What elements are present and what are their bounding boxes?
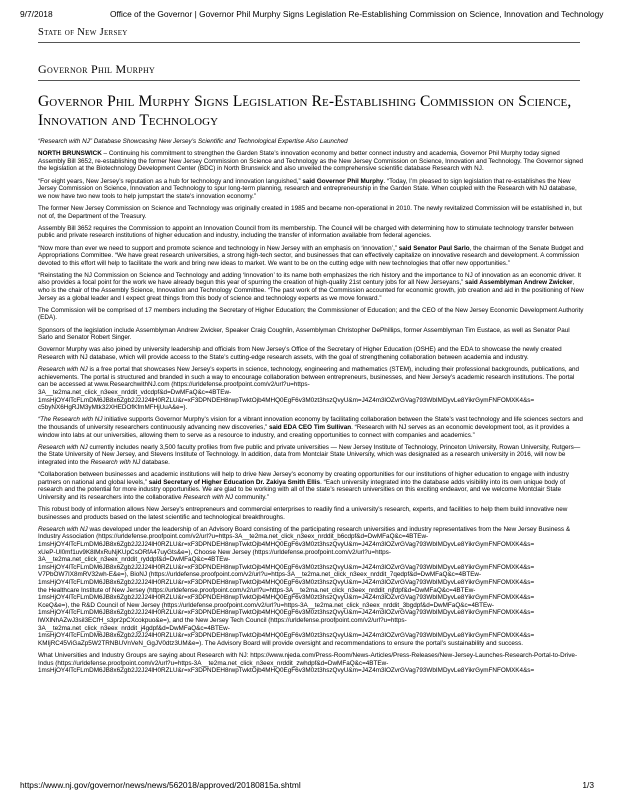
link-text[interactable]: KMIjRC45ViGaZp5W2TRNBUVnVeN_GgJV0dtz3UM&e=). The Advisory Board will provide oversight and recommendations to ensure the portal’s sustainability and success.	[38, 639, 523, 647]
link-text[interactable]: lWXlNhAZwJ3sil3ECfH_s3pr2pCXcokpuo&e=), and the New Jersey Tech Council (https://urldefense.proofpoint.com/v2/url?u=https-	[38, 616, 407, 624]
paragraph: Research with NJ was developed under the leadership of an Advisory Board consisting of the participating research universities and industry representatives from the New Jersey Business & Industry Association (https://urldefense.proofpoint.com/v2/url?u=https-3A__te2ma.net_click_n3eex_nrddit_b6cdpf&d=DwMFaQ&c=4BTEw- 1msHjOY4lTcFLmDM6JB8x6Zgb2J2J24lH0RZLU&r=xF3DPNDEH8rwpTwktOjb4MHQ0EgF6v3M0zt3hszQvyU&m=J4Z4m3lOZvrGVag793WbIMDyvLe8YikrGymFNFOMXK4&s= xUeP-Ul0mf1uv9K8lMxRuNjKUpCsORfA47uyGts&e=), Choose New Jersey (https://urldefense.proofpoint.com/v2/url?u=https- 3A__te2ma.net_click_n3eex_nrddit_ryddpf&d=DwMFaQ&c=4BTEw- 1msHjOY4lTcFLmDM6JB8x6Zgb2J2J24lH0RZLU&r=xF3DPNDEH8rwpTwktOjb4MHQ0EgF6v3M0zt3hszQvyU&m=J4Z4m3lOZvrGVag793WbIMDyvLe8YikrGymFNFOMXK4&s= V7PbOW7IX8mRV32wh-E&e=), BioNJ (https://urldefense.proofpoint.com/v2/url?u=https-3A__te2ma.net_click_n3eex_nrddit_7qedpf&d=DwMFaQ&c=4BTEw- 1msHjOY4lTcFLmDM6JB8x6Zgb2J2J24lH0RZLU&r=xF3DPNDEH8rwpTwktOjb4MHQ0EgF6v3M0zt3hszQvyU&m=J4Z4m3lOZvrGVag793WbIMDyvLe8YikrGymFNFOMXK4&s= the Healthcare Institute of New Jersey (https://urldefense.proofpoint.com/v2/url?u=https-3A__te2ma.net_click_n3eex_nrddit_njfdpf&d=DwMFaQ&c=4BTEw- 1msHjOY4lTcFLmDM6JB8x6Zgb2J2J24lH0RZLU&r=xF3DPNDEH8rwpTwktOjb4MHQ0EgF6v3M0zt3hszQvyU&m=J4Z4m3lOZvrGVag793WbIMDyvLe8YikrGymFNFOMXK4&s= KceQ&e=), the R&D Council of New Jersey (https://urldefense.proofpoint.com/v2/url?u=https-3A__te2ma.net_click_n3eex_nrddit_3bgdpf&d=DwMFaQ&c=4BTEw- 1msHjOY4lTcFLmDM6JB8x6Zgb2J2J24lH0RZLU&r=xF3DPNDEH8rwpTwktOjb4MHQ0EgF6v3M0zt3hszQvyU&m=J4Z4m3lOZvrGVag793WbIMDyvLe8YikrGymFNFOMXK4&s= lWXlNhAZwJ3sil3ECfH_s3pr2pCXcokpuo&e=), and the New Jersey Tech Council (https://urldefense.proofpoint.com/v2/url?u=https- 3A__te2ma.net_click_n3eex_nrddit_j4gdpf&d=DwMFaQ&c=4BTEw- 1msHjOY4lTcFLmDM6JB8x6Zgb2J2J24lH0RZLU&r=xF3DPNDEH8rwpTwktOjb4MHQ0EgF6v3M0zt3hszQvyU&m=J4Z4m3lOZvrGVag793WbIMDyvLe8YikrGymFNFOMXK4&s= KMIjRC45ViGaZp5W2TRNBUVnVeN_GgJV0dtz3UM&e=). The Advisory Board will provide oversight and recommendations to ensure the portal’s sustainability and success.	[38, 525, 571, 647]
paragraph: Research with NJ currently includes nearly 3,500 faculty profiles from five public and private universities — New Jersey Institute of Technology, Princeton University, Rowan University, Rutgers—the State University of New Jersey, and Stevens Institute of Technology. In addition, data from Montclair State University, which was designated as a research university in 2016, will now be integrated into the Research with NJ database.	[38, 443, 581, 466]
paragraph: Research with NJ is a free portal that showcases New Jersey’s experts in science, technology, engineering and mathematics (STEM), including their professional backgrounds, publications, and achievements. The portal is structured and branded in such a way to encourage collaboration between entrepreneurs, businesses, and New Jersey’s academic research institutions. The portal can be accessed at www.ResearchwithNJ.com (https://urldefense.proofpoint.com/v2/url?u=https- 3A__te2ma.net_click_n3eex_nrddit_vdcdpf&d=DwMFaQ&c=4BTEw- 1msHjOY4lTcFLmDM6JB8x6Zgb2J2J24lH0RZLU&r=xF3DPNDEH8rwpTwktOjb4MHQ0EgF6v3M0zt3hszQvyU&m=J4Z4m3lOZvrGVag793WbIMDyvLe8YikrGymFNFOMXK4&s= c5byNX6HgRJM3yMtk32XHEDOfKfmMFHjUuA&e=).	[38, 366, 580, 412]
link-text[interactable]: 1msHjOY4lTcFLmDM6JB8x6Zgb2J2J24lH0RZLU&r=xF3DPNDEH8rwpTwktOjb4MHQ0EgF6v3M0zt3hszQvyU&m=J4Z4m3lOZvrGVag793WbIMDyvLe8YikrGymFNFOMXK4&s=	[38, 594, 535, 602]
link-text[interactable]: 3A__te2ma.net_click_n3eex_nrddit_j4gdpf&d=DwMFaQ&c=4BTEw-	[38, 624, 230, 632]
link-text[interactable]: 1msHjOY4lTcFLmDM6JB8x6Zgb2J2J24lH0RZLU&r=xF3DPNDEH8rwpTwktOjb4MHQ0EgF6v3M0zt3hszQvyU&m=J4Z4m3lOZvrGVag793WbIMDyvLe8YikrGymFNFOMXK4&s=	[38, 563, 535, 571]
page-number: 1/3	[582, 780, 594, 790]
paragraph: NORTH BRUNSWICK – Continuing his commitment to strengthen the Garden State’s innovation economy and better connect industry and academia, Governor Phil Murphy today signed Assembly Bill 3652, re-establishing the former New Jersey Commission on Science and Technology as the New Jersey Commission on Science, Innovation and Technology. The Governor signed the legislation at the Biotechnology Development Center (BDC) in North Brunswick and also unveiled the comprehensive scientific database Research with NJ.	[38, 150, 584, 173]
print-header	[20, 8, 604, 20]
print-title: Office of the Governor | Governor Phil Murphy Signs Legislation Re-Establishing Commission on Science, Innovation and Technology	[110, 9, 604, 19]
print-date: 9/7/2018	[20, 9, 53, 19]
link-text[interactable]: KceQ&e=), the R&D Council of New Jersey (https://urldefense.proofpoint.com/v2/url?u=https-3A__te2ma.net_click_n3eex_nrddit_3bgdpf&d=DwMFaQ&c=4BTEw-	[38, 601, 494, 609]
link-text[interactable]: 3A__te2ma.net_click_n3eex_nrddit_vdcdpf&d=DwMFaQ&c=4BTEw-	[38, 388, 232, 396]
link-text[interactable]: c5byNX6HgRJM3yMtk32XHEDOfKfmMFHjUuA&e=).	[38, 404, 188, 412]
paragraph: Sponsors of the legislation include Assemblyman Andrew Zwicker, Speaker Craig Coughlin, Assemblyman Christopher DePhillips, former Assemblyman Tim Eustace, as well as Senator Paul Sarlo and Senator Robert Singer.	[38, 326, 570, 342]
link-text[interactable]: 1msHjOY4lTcFLmDM6JB8x6Zgb2J2J24lH0RZLU&r=xF3DPNDEH8rwpTwktOjb4MHQ0EgF6v3M0zt3hszQvyU&m=J4Z4m3lOZvrGVag793WbIMDyvLe8YikrGymFNFOMXK4&s=	[38, 396, 535, 404]
link-text[interactable]: 1msHjOY4lTcFLmDM6JB8x6Zgb2J2J24lH0RZLU&r=xF3DPNDEH8rwpTwktOjb4MHQ0EgF6v3M0zt3hszQvyU&m=J4Z4m3lOZvrGVag793WbIMDyvLe8YikrGymFNFOMXK4&s=	[38, 541, 535, 549]
page-url[interactable]: https://www.nj.gov/governor/news/news/562018/approved/20180815a.shtml	[20, 780, 301, 790]
paragraph: Assembly Bill 3652 requires the Commission to appoint an Innovation Council from its membership. The Council will be charged with determining how to stimulate technology transfer between public and private research institutions of higher education and industry, including the transfer of information available from federal agencies.	[38, 224, 574, 240]
paragraph: What Universities and Industry Groups are saying about Research with NJ: https://www.njeda.com/Press-Room/News-Articles/Press-Releases/New-Jersey-Launches-Research-Portal-to-Drive-Indus (https://urldefense.proofpoint.com/v2/url?u=https-3A__te2ma.net_click_n3eex_nrddit_zwhdpf&d=DwMFaQ&c=4BTEw- 1msHjOY4lTcFLmDM6JB8x6Zgb2J2J24lH0RZLU&r=xF3DPNDEH8rwpTwktOjb4MHQ0EgF6v3M0zt3hszQvyU&m=J4Z4m3lOZvrGVag793WbIMDyvLe8YikrGymFNFOMXK4&s=	[38, 651, 578, 675]
link-text[interactable]: xUeP-Ul0mf1uv9K8lMxRuNjKUpCsORfA47uyGts&e=), Choose New Jersey (https://urldefense.proofpoint.com/v2/url?u=https-	[38, 548, 391, 556]
divider	[38, 42, 580, 43]
paragraph: “For eight years, New Jersey’s reputation as a hub for technology and innovation languished,” said Governor Phil Murphy. “Today, I’m pleased to sign legislation that re-establishes the New Jersey Commission on Science, Innovation and Technology to spur long-term planning, research and entrepreneurship in the Garden State. When coupled with the Research with NJ database, we now have two new tools to help jumpstart the state’s innovation economy.”	[38, 177, 577, 200]
link-text[interactable]: 1msHjOY4lTcFLmDM6JB8x6Zgb2J2J24lH0RZLU&r=xF3DPNDEH8rwpTwktOjb4MHQ0EgF6v3M0zt3hszQvyU&m=J4Z4m3lOZvrGVag793WbIMDyvLe8YikrGymFNFOMXK4&s=	[38, 667, 535, 675]
link-text[interactable]: 3A__te2ma.net_click_n3eex_nrddit_ryddpf&d=DwMFaQ&c=4BTEw-	[38, 556, 231, 564]
paragraph: Governor Murphy was also joined by university leadership and officials from New Jersey’s Office of the Secretary of Higher Education (OSHE) and the EDA to showcase the newly created Research with NJ database, which will provide access to the State’s cutting-edge research assets, with the goal of strengthening collaboration between academia and industry.	[38, 346, 562, 361]
article-subhead: “Research with NJ” Database Showcasing New Jersey’s Scientific and Technological Expertise Also Launched	[38, 138, 348, 145]
paragraph: “Now more than ever we need to support and promote science and technology in New Jersey with an emphasis on ‘innovation’,” said Senator Paul Sarlo, the chairman of the Senate Budget and Appropriations Committee. “We have great research universities, a strong high-tech sector, and businesses that can effectively capitalize on innovative research and development. A commission devoted to this effort will help to facilitate the work and bring new ideas to market. We want to be on the cutting edge with new technologies that offer new opportunities.”	[38, 244, 584, 267]
article-body	[38, 138, 584, 679]
site-governor-label[interactable]: Governor Phil Murphy	[38, 62, 156, 76]
paragraph: The former New Jersey Commission on Science and Technology was originally created in 1985 and became non-operational in 2010. The newly revitalized Commission will be established in, but not of, the Department of the Treasury.	[38, 204, 582, 220]
link-text[interactable]: 1msHjOY4lTcFLmDM6JB8x6Zgb2J2J24lH0RZLU&r=xF3DPNDEH8rwpTwktOjb4MHQ0EgF6v3M0zt3hszQvyU&m=J4Z4m3lOZvrGVag793WbIMDyvLe8YikrGymFNFOMXK4&s=	[38, 632, 535, 640]
site-state-label[interactable]: State of New Jersey	[38, 27, 128, 38]
paragraph: “Collaboration between businesses and academic institutions will help to drive New Jersey’s economy by creating opportunities for our institutions of higher education to engage with industry partners on national and global levels,” said Secretary of Higher Education Dr. Zakiya Smith Ellis. “Each university integrated into the database adds visibility into its own unique body of research and the potential for more industry opportunities. We are glad to be working with all of the state’s research universities on this exciting endeavor, and we welcome Montclair State University and its researchers into the collaborative Research with NJ community.”	[38, 471, 569, 501]
paragraph: “Reinstating the NJ Commission on Science and Technology and adding ‘Innovation’ to its name both emphasizes the rich history and the importance to NJ of innovation as an economic driver. It also provides a focal point for the work we have already begun this year of spurring the creation of high-quality 21st century jobs for all New Jerseyans,” said Assemblyman Andrew Zwicker, who is the chair of the Assembly Science, Innovation and Technology Committee. “The past work of the Commission accounted for economic growth, job creation and aid in the positioning of New Jersey as a global leader and I expect great things from this body of science and technology experts as we move forward.”	[38, 271, 584, 302]
link-text[interactable]: 1msHjOY4lTcFLmDM6JB8x6Zgb2J2J24lH0RZLU&r=xF3DPNDEH8rwpTwktOjb4MHQ0EgF6v3M0zt3hszQvyU&m=J4Z4m3lOZvrGVag793WbIMDyvLe8YikrGymFNFOMXK4&s=	[38, 609, 535, 617]
link-text[interactable]: 1msHjOY4lTcFLmDM6JB8x6Zgb2J2J24lH0RZLU&r=xF3DPNDEH8rwpTwktOjb4MHQ0EgF6v3M0zt3hszQvyU&m=J4Z4m3lOZvrGVag793WbIMDyvLe8YikrGymFNFOMXK4&s=	[38, 579, 535, 586]
divider	[38, 80, 580, 81]
link-text[interactable]: the Healthcare Institute of New Jersey (https://urldefense.proofpoint.com/v2/url?u=https-3A__te2ma.net_click_n3eex_nrddit_njfdpf&d=DwMFaQ&c=4BTEw-	[38, 586, 476, 594]
paragraph: “The Research with NJ initiative supports Governor Murphy’s vision for a vibrant innovation economy by facilitating collaboration between the State’s vast technology and life sciences sectors and the thousands of university researchers continuously advancing new discoveries,” said EDA CEO Tim Sullivan. “Research with NJ serves as an economic development tool, as it provides a window into labs at our universities, allowing them to serve as a resource to industry, and creating opportunities to connect with companies and academics.”	[38, 416, 583, 439]
article-headline: Governor Phil Murphy Signs Legislation Re-Establishing Commission on Science, Innovation and Technology	[38, 93, 572, 129]
link-text[interactable]: V7PbOW7IX8mRV32wh-E&e=), BioNJ (https://urldefense.proofpoint.com/v2/url?u=https-3A__te2ma.net_click_n3eex_nrddit_7qedpf&d=DwMFaQ&c=4BTEw-	[38, 571, 482, 579]
paragraph: This robust body of information allows New Jersey’s entrepreneurs and commercial enterprises to readily find a university’s research, experts, and facilities to help them build innovative new businesses and products based on the latest scientific and technological breakthroughs.	[38, 506, 568, 521]
print-footer	[20, 779, 594, 791]
paragraph: The Commission will be comprised of 17 members including the Secretary of Higher Education; the Commissioner of Education; and the CEO of the New Jersey Economic Development Authority (EDA).	[38, 306, 584, 322]
